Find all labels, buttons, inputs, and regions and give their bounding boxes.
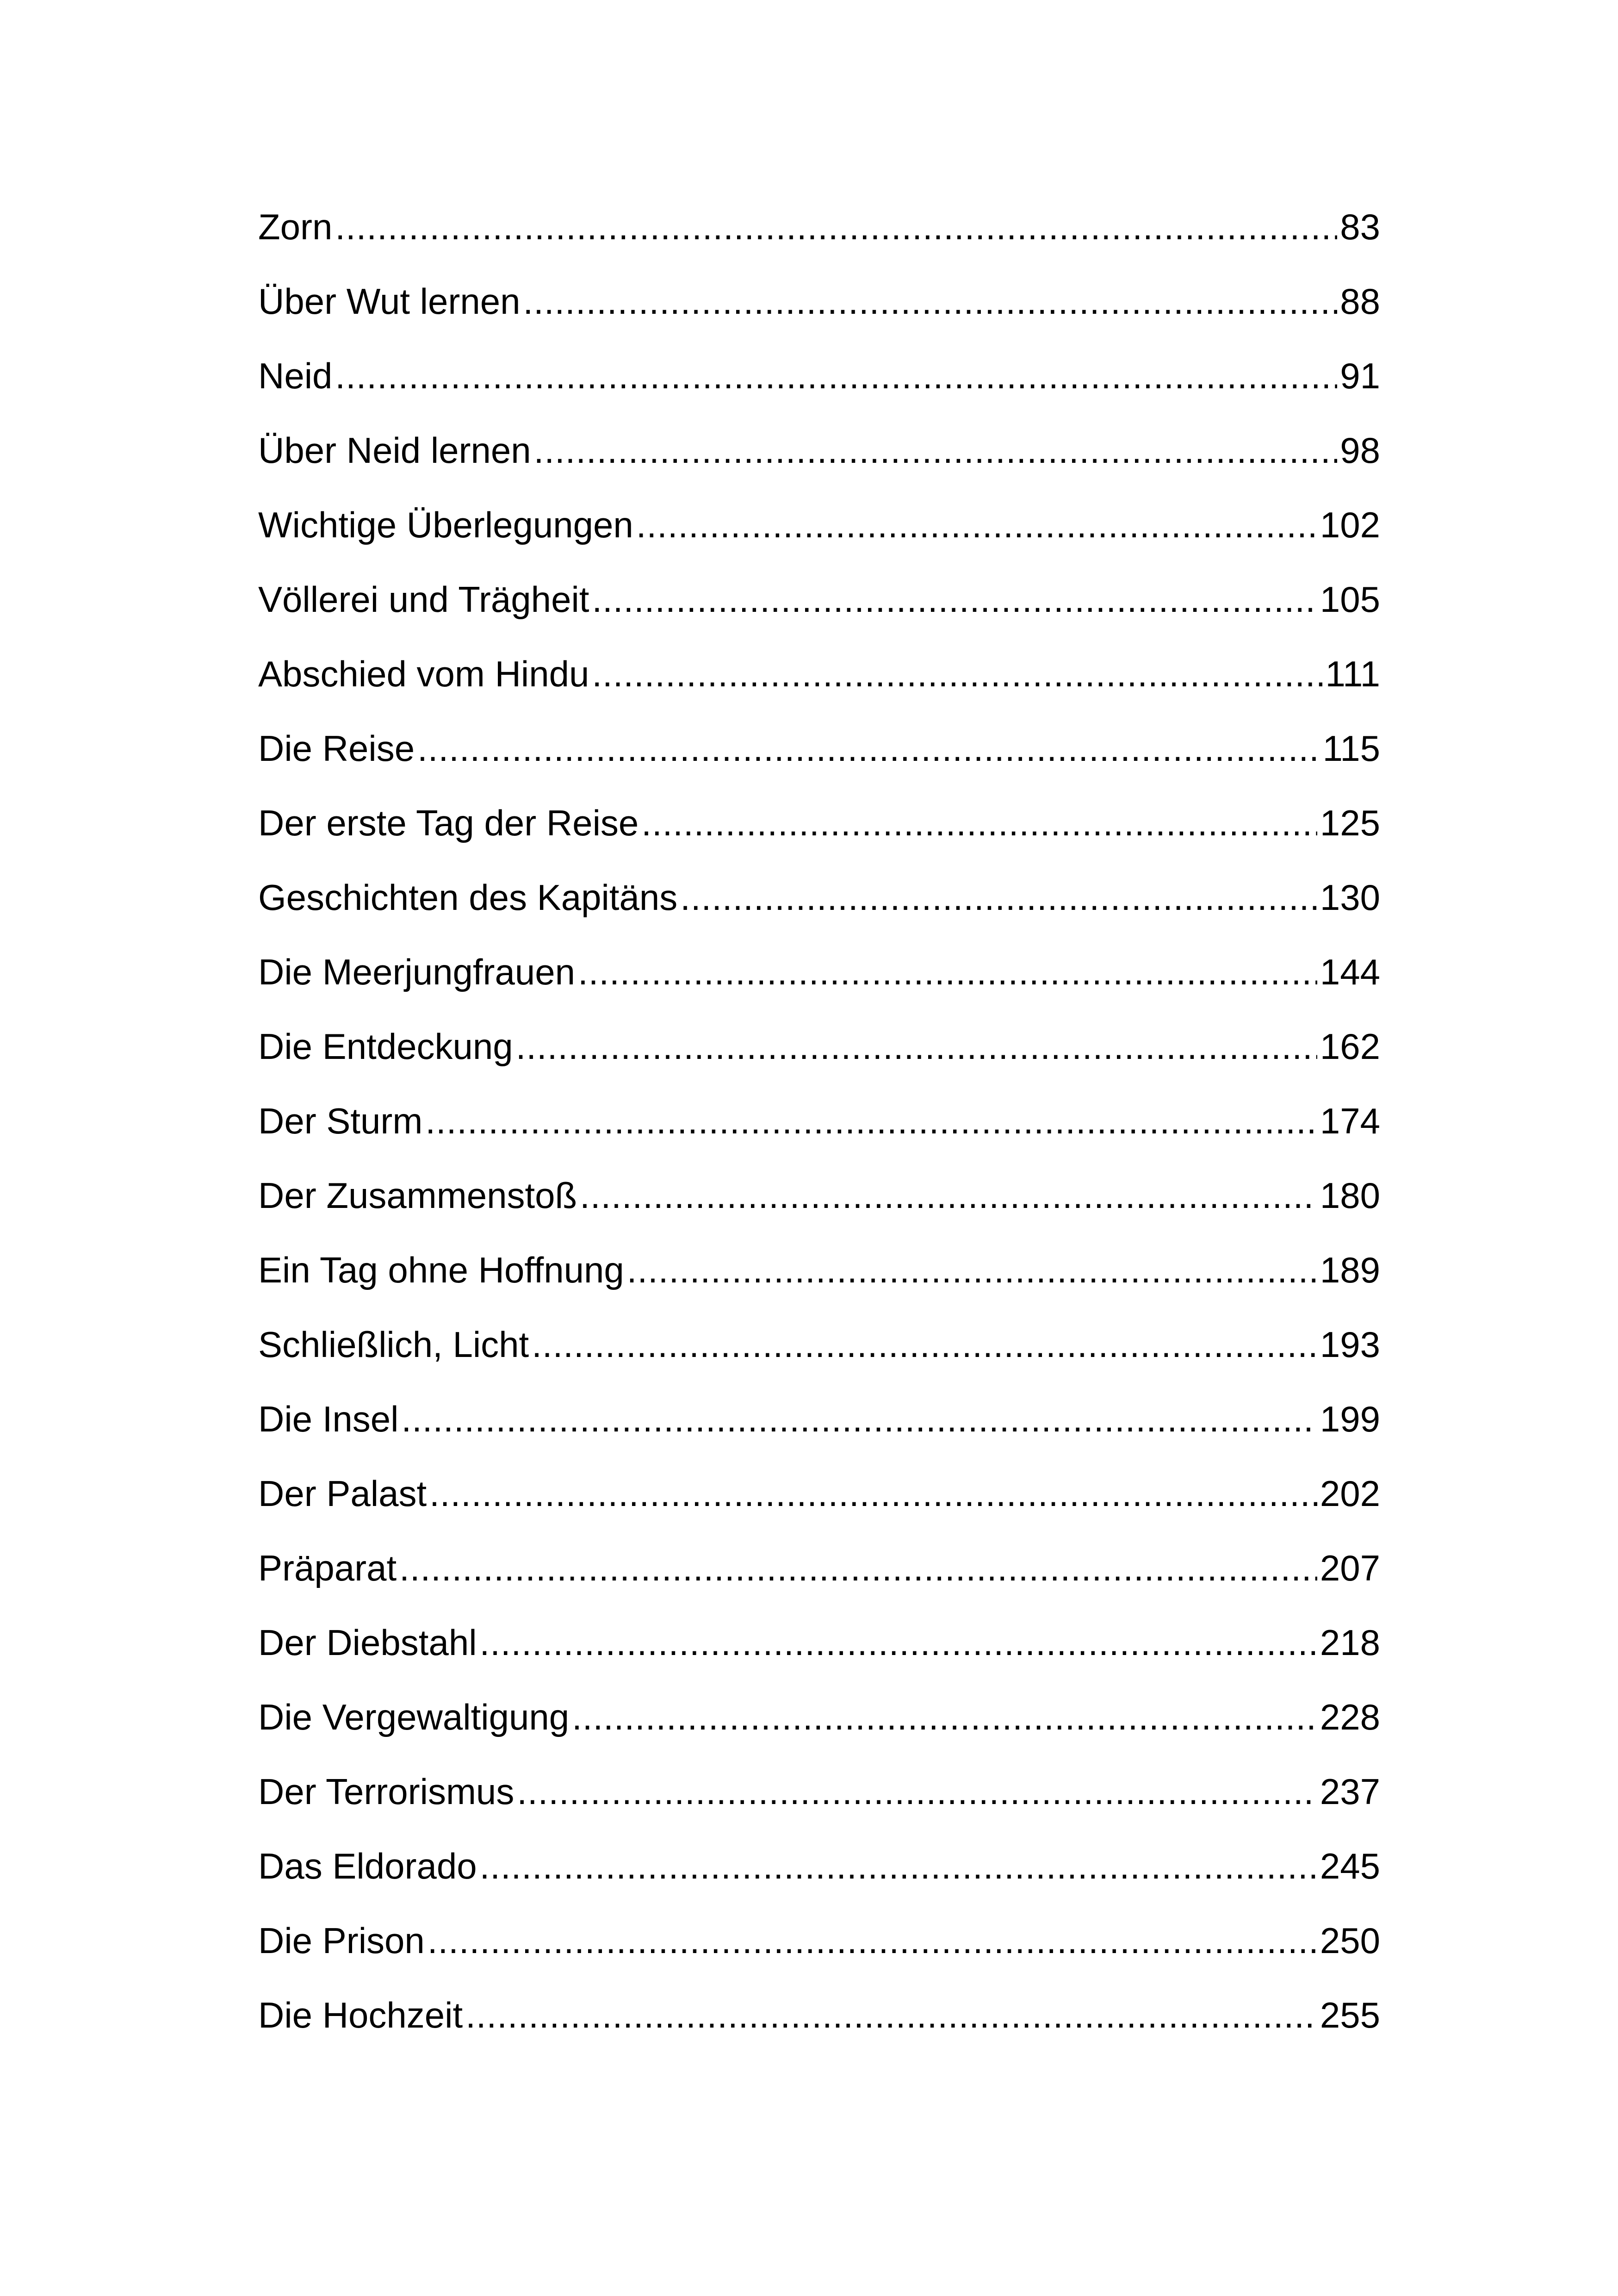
toc-dot-leader <box>480 1622 1317 1664</box>
toc-entry <box>258 1845 1380 1920</box>
toc-entry <box>258 1547 1380 1622</box>
toc-page-number: 130 <box>1320 877 1380 918</box>
toc-dot-leader <box>636 504 1317 546</box>
toc-entry <box>258 1473 1380 1547</box>
toc-dot-leader <box>580 1175 1317 1217</box>
toc-page-number: 207 <box>1320 1548 1380 1588</box>
toc-entry-title: Die Meerjungfrauen <box>258 952 576 992</box>
toc-entry-title: Geschichten des Kapitäns <box>258 877 678 918</box>
toc-dot-leader <box>592 579 1317 621</box>
toc-entry-title: Der erste Tag der Reise <box>258 803 639 843</box>
toc-dot-leader <box>516 1026 1317 1068</box>
toc-page-number: 180 <box>1320 1175 1380 1216</box>
toc-dot-leader <box>680 877 1317 919</box>
toc-entry-title: Neid <box>258 355 333 396</box>
toc-page-number: 91 <box>1340 355 1380 396</box>
toc-page-number: 202 <box>1320 1473 1380 1514</box>
toc-entry <box>258 1026 1380 1100</box>
toc-page-number: 250 <box>1320 1920 1380 1961</box>
toc-page-number: 125 <box>1320 803 1380 843</box>
toc-page-number: 162 <box>1320 1026 1380 1067</box>
toc-entry-title: Die Prison <box>258 1920 425 1961</box>
toc-page-number: 115 <box>1322 728 1380 769</box>
toc-entry-title: Abschied vom Hindu <box>258 653 589 694</box>
toc-dot-leader <box>417 728 1320 770</box>
toc-page-number: 98 <box>1340 430 1380 471</box>
toc-page-number: 245 <box>1320 1846 1380 1886</box>
toc-entry <box>258 1175 1380 1249</box>
toc-entry <box>258 1100 1380 1175</box>
toc-dot-leader <box>465 1994 1317 2036</box>
toc-entry <box>258 280 1380 355</box>
toc-entry-title: Der Sturm <box>258 1101 423 1141</box>
toc-dot-leader <box>572 1696 1317 1738</box>
toc-page-number: 228 <box>1320 1697 1380 1737</box>
toc-dot-leader <box>429 1473 1317 1515</box>
toc-page-number: 218 <box>1320 1622 1380 1663</box>
toc-entry <box>258 1771 1380 1845</box>
toc-entry-title: Über Wut lernen <box>258 281 521 322</box>
toc-entry <box>258 579 1380 653</box>
toc-entry <box>258 429 1380 504</box>
toc-page-number: 144 <box>1320 952 1380 992</box>
toc-entry-title: Die Entdeckung <box>258 1026 513 1067</box>
toc-dot-leader <box>592 653 1322 695</box>
toc-entry-title: Das Eldorado <box>258 1846 477 1886</box>
toc-entry <box>258 355 1380 429</box>
toc-page-number: 199 <box>1320 1399 1380 1439</box>
toc-dot-leader <box>428 1920 1317 1962</box>
toc-page-number: 102 <box>1320 504 1380 545</box>
toc-entry <box>258 728 1380 802</box>
toc-entry-title: Schließlich, Licht <box>258 1324 529 1365</box>
toc-entry-title: Der Palast <box>258 1473 427 1514</box>
toc-page-number: 105 <box>1320 579 1380 620</box>
toc-entry <box>258 653 1380 728</box>
toc-entry <box>258 504 1380 579</box>
toc-dot-leader <box>425 1100 1317 1142</box>
toc-page-number: 174 <box>1320 1101 1380 1141</box>
toc-dot-leader <box>480 1845 1317 1887</box>
toc-entry-title: Völlerei und Trägheit <box>258 579 589 620</box>
toc-page-number: 189 <box>1320 1250 1380 1290</box>
toc-entry <box>258 1920 1380 1994</box>
toc-dot-leader <box>641 802 1317 844</box>
toc-page-number: 83 <box>1340 206 1380 247</box>
toc-dot-leader <box>517 1771 1317 1813</box>
toc-entry <box>258 877 1380 951</box>
toc-page-number: 111 <box>1325 653 1380 694</box>
toc-page-number: 255 <box>1320 1995 1380 2035</box>
toc-entry-title: Die Insel <box>258 1399 399 1439</box>
toc-entry-title: Der Diebstahl <box>258 1622 477 1663</box>
toc-entry <box>258 802 1380 877</box>
toc-entry-title: Die Vergewaltigung <box>258 1697 570 1737</box>
toc-entry <box>258 1994 1380 2069</box>
toc-dot-leader <box>534 429 1338 472</box>
toc-entry-title: Die Hochzeit <box>258 1995 463 2035</box>
toc-dot-leader <box>523 280 1338 323</box>
toc-entry-title: Der Zusammenstoß <box>258 1175 577 1216</box>
toc-dot-leader <box>335 355 1337 397</box>
toc-entry <box>258 1696 1380 1771</box>
toc-entry <box>258 206 1380 280</box>
toc-entry-title: Über Neid lernen <box>258 430 531 471</box>
toc-entry <box>258 951 1380 1026</box>
toc-entry-title: Zorn <box>258 206 333 247</box>
toc-entry <box>258 1249 1380 1324</box>
toc-entry-title: Die Reise <box>258 728 415 769</box>
toc-dot-leader <box>399 1547 1317 1589</box>
toc-dot-leader <box>532 1324 1317 1366</box>
toc-entry <box>258 1324 1380 1398</box>
toc-dot-leader <box>578 951 1317 993</box>
toc-page-number: 237 <box>1320 1771 1380 1812</box>
toc-page-number: 88 <box>1340 281 1380 322</box>
toc-dot-leader <box>335 206 1337 248</box>
toc-page-number: 193 <box>1320 1324 1380 1365</box>
toc-entry-title: Präparat <box>258 1548 397 1588</box>
toc-dot-leader <box>401 1398 1317 1440</box>
toc-entry-title: Der Terrorismus <box>258 1771 515 1812</box>
toc-entry <box>258 1622 1380 1696</box>
toc-dot-leader <box>627 1249 1317 1291</box>
table-of-contents <box>258 206 1380 2069</box>
toc-entry-title: Ein Tag ohne Hoffnung <box>258 1250 624 1290</box>
toc-entry <box>258 1398 1380 1473</box>
toc-entry-title: Wichtige Überlegungen <box>258 504 633 545</box>
